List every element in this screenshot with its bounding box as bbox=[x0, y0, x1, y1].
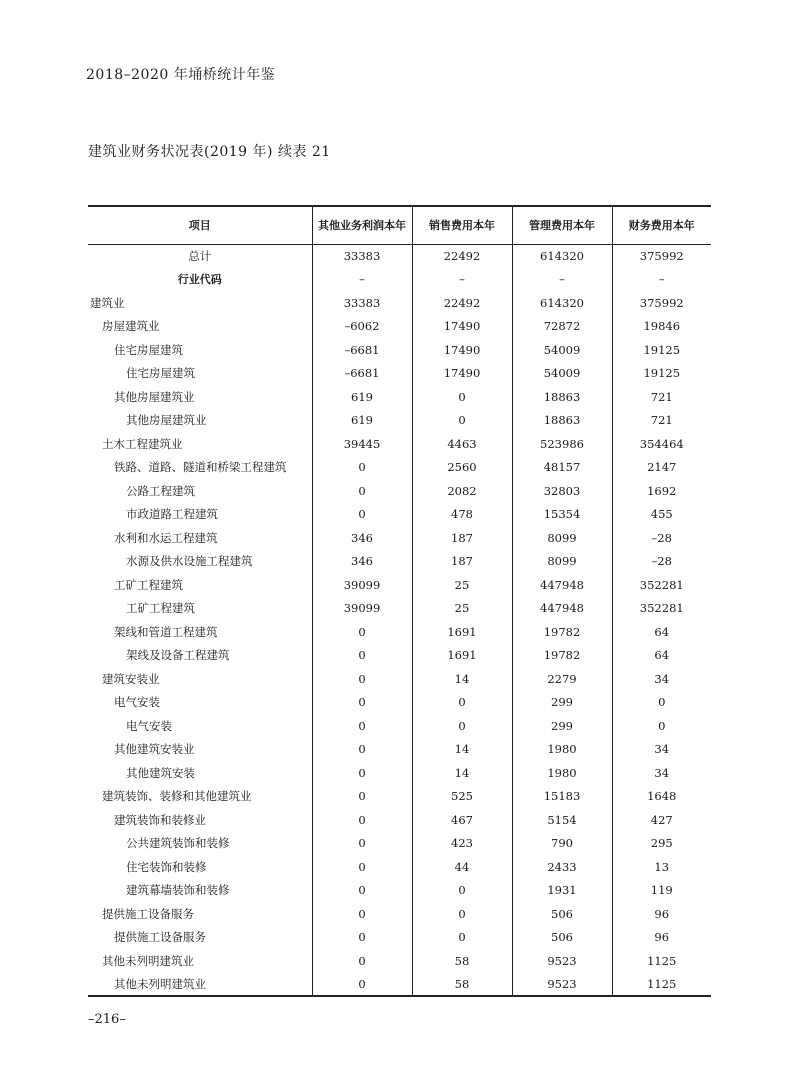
table-row bbox=[88, 338, 711, 362]
construction-finance-table bbox=[88, 205, 711, 997]
row-label: 架线及设备工程建筑 bbox=[126, 648, 230, 663]
table-cell: 22492 bbox=[412, 291, 512, 315]
page-number: –216– bbox=[88, 1012, 126, 1027]
table-cell: 0 bbox=[312, 855, 412, 879]
table-cell: 1125 bbox=[612, 973, 711, 997]
table-cell: 17490 bbox=[412, 362, 512, 386]
table-row bbox=[88, 409, 711, 433]
table-cell: 2082 bbox=[412, 479, 512, 503]
table-row bbox=[88, 902, 711, 926]
table-body bbox=[88, 244, 711, 996]
table-cell: 13 bbox=[612, 855, 711, 879]
table-cell: 0 bbox=[412, 714, 512, 738]
table-row bbox=[88, 926, 711, 950]
table-cell: 19125 bbox=[612, 362, 711, 386]
table-row bbox=[88, 832, 711, 856]
table-cell: 1125 bbox=[612, 949, 711, 973]
row-label: 公共建筑装饰和装修 bbox=[126, 836, 230, 851]
table-row bbox=[88, 667, 711, 691]
table-cell: 9523 bbox=[512, 949, 612, 973]
table-cell: 790 bbox=[512, 832, 612, 856]
row-label: 建筑安装业 bbox=[102, 671, 160, 686]
table-cell: 0 bbox=[312, 479, 412, 503]
row-label: 水源及供水设施工程建筑 bbox=[126, 554, 253, 569]
table-cell: 721 bbox=[612, 409, 711, 433]
table-cell: – bbox=[312, 268, 412, 292]
table-cell: 1691 bbox=[412, 644, 512, 668]
table-cell: 58 bbox=[412, 973, 512, 997]
table-row bbox=[88, 315, 711, 339]
table-row bbox=[88, 456, 711, 480]
table-cell: 447948 bbox=[512, 573, 612, 597]
table-cell: –6681 bbox=[312, 362, 412, 386]
table-row bbox=[88, 385, 711, 409]
table-cell: 375992 bbox=[612, 291, 711, 315]
table-cell: 15183 bbox=[512, 785, 612, 809]
table-cell: –28 bbox=[612, 526, 711, 550]
row-label: 建筑装饰、装修和其他建筑业 bbox=[102, 789, 252, 804]
table-row bbox=[88, 479, 711, 503]
table-cell: 1931 bbox=[512, 879, 612, 903]
header-row bbox=[88, 206, 711, 244]
table-cell: 54009 bbox=[512, 338, 612, 362]
table-cell: 25 bbox=[412, 597, 512, 621]
table-row bbox=[88, 244, 711, 268]
table-cell: 14 bbox=[412, 761, 512, 785]
table-cell: 44 bbox=[412, 855, 512, 879]
table-cell: 1691 bbox=[412, 620, 512, 644]
table-cell: 64 bbox=[612, 620, 711, 644]
table-cell: 18863 bbox=[512, 385, 612, 409]
row-label: 铁路、道路、隧道和桥梁工程建筑 bbox=[114, 460, 287, 475]
table-cell: 478 bbox=[412, 503, 512, 527]
table-row bbox=[88, 597, 711, 621]
table-row bbox=[88, 432, 711, 456]
table-cell: 447948 bbox=[512, 597, 612, 621]
column-header-item: 项目 bbox=[88, 206, 312, 244]
table-cell: 14 bbox=[412, 667, 512, 691]
table-cell: 2433 bbox=[512, 855, 612, 879]
table-row bbox=[88, 761, 711, 785]
table-row bbox=[88, 644, 711, 668]
table-cell: 0 bbox=[312, 667, 412, 691]
column-header-sales-expense: 销售费用本年 bbox=[412, 206, 512, 244]
table-cell: 19846 bbox=[612, 315, 711, 339]
table-cell: 721 bbox=[612, 385, 711, 409]
table-cell: 1980 bbox=[512, 761, 612, 785]
table-cell: 18863 bbox=[512, 409, 612, 433]
table-cell: –28 bbox=[612, 550, 711, 574]
table-cell: 455 bbox=[612, 503, 711, 527]
table-row bbox=[88, 808, 711, 832]
table-cell: 346 bbox=[312, 526, 412, 550]
table-cell: – bbox=[612, 268, 711, 292]
table-cell: 32803 bbox=[512, 479, 612, 503]
table-row bbox=[88, 879, 711, 903]
table-cell: 354464 bbox=[612, 432, 711, 456]
table-cell: 1648 bbox=[612, 785, 711, 809]
table-cell: 39099 bbox=[312, 597, 412, 621]
table-cell: 0 bbox=[312, 761, 412, 785]
table-cell: 0 bbox=[312, 738, 412, 762]
table-cell: 375992 bbox=[612, 244, 711, 268]
row-label: 住宅装饰和装修 bbox=[126, 859, 207, 874]
table-cell: 0 bbox=[312, 503, 412, 527]
table-cell: 346 bbox=[312, 550, 412, 574]
row-label: 其他建筑安装 bbox=[126, 765, 195, 780]
table-cell: 0 bbox=[412, 409, 512, 433]
table-cell: 614320 bbox=[512, 291, 612, 315]
row-label: 公路工程建筑 bbox=[126, 483, 195, 498]
table-cell: 5154 bbox=[512, 808, 612, 832]
row-label: 水利和水运工程建筑 bbox=[114, 530, 218, 545]
row-label: 住宅房屋建筑 bbox=[126, 366, 195, 381]
table-cell: 48157 bbox=[512, 456, 612, 480]
table-row bbox=[88, 714, 711, 738]
table-cell: 0 bbox=[312, 456, 412, 480]
table-cell: 187 bbox=[412, 550, 512, 574]
table-cell: 4463 bbox=[412, 432, 512, 456]
table-row bbox=[88, 949, 711, 973]
table-cell: 33383 bbox=[312, 244, 412, 268]
table-cell: –6062 bbox=[312, 315, 412, 339]
table-cell: 58 bbox=[412, 949, 512, 973]
row-label: 架线和管道工程建筑 bbox=[114, 624, 218, 639]
row-label: 工矿工程建筑 bbox=[126, 601, 195, 616]
table-cell: 0 bbox=[312, 808, 412, 832]
row-label: 行业代码 bbox=[177, 273, 222, 287]
row-label: 建筑业 bbox=[90, 295, 125, 310]
table-cell: 525 bbox=[412, 785, 512, 809]
table-cell: 8099 bbox=[512, 550, 612, 574]
table-cell: 0 bbox=[312, 949, 412, 973]
table-cell: 96 bbox=[612, 926, 711, 950]
table-cell: 467 bbox=[412, 808, 512, 832]
table-cell: 0 bbox=[312, 926, 412, 950]
table-cell: 1980 bbox=[512, 738, 612, 762]
row-label: 其他房屋建筑业 bbox=[126, 413, 207, 428]
table-row bbox=[88, 620, 711, 644]
table-row bbox=[88, 291, 711, 315]
table-cell: 427 bbox=[612, 808, 711, 832]
table-cell: 619 bbox=[312, 385, 412, 409]
table-cell: 614320 bbox=[512, 244, 612, 268]
table-row bbox=[88, 785, 711, 809]
row-label: 工矿工程建筑 bbox=[114, 577, 183, 592]
table-row bbox=[88, 526, 711, 550]
table-cell: 39445 bbox=[312, 432, 412, 456]
table-row bbox=[88, 973, 711, 997]
row-label: 电气安装 bbox=[114, 695, 160, 710]
table-cell: –6681 bbox=[312, 338, 412, 362]
table-cell: 9523 bbox=[512, 973, 612, 997]
table-cell: 119 bbox=[612, 879, 711, 903]
table-row bbox=[88, 738, 711, 762]
table-cell: 299 bbox=[512, 714, 612, 738]
table-cell: 0 bbox=[312, 832, 412, 856]
table-cell: 0 bbox=[312, 644, 412, 668]
statistics-table-container bbox=[88, 205, 711, 997]
table-cell: 299 bbox=[512, 691, 612, 715]
table-cell: 2560 bbox=[412, 456, 512, 480]
row-label: 总计 bbox=[188, 249, 212, 263]
running-head: 2018–2020 年埇桥统计年鉴 bbox=[86, 67, 276, 83]
table-cell: 22492 bbox=[412, 244, 512, 268]
table-row bbox=[88, 550, 711, 574]
row-label: 提供施工设备服务 bbox=[102, 906, 194, 921]
table-cell: 39099 bbox=[312, 573, 412, 597]
table-cell: 0 bbox=[312, 785, 412, 809]
table-cell: 423 bbox=[412, 832, 512, 856]
table-cell: 0 bbox=[412, 879, 512, 903]
row-label: 提供施工设备服务 bbox=[114, 930, 206, 945]
table-cell: 2279 bbox=[512, 667, 612, 691]
table-cell: 523986 bbox=[512, 432, 612, 456]
table-cell: 0 bbox=[312, 620, 412, 644]
row-label: 其他未列明建筑业 bbox=[102, 953, 194, 968]
table-cell: 34 bbox=[612, 761, 711, 785]
table-cell: 33383 bbox=[312, 291, 412, 315]
row-label: 住宅房屋建筑 bbox=[114, 342, 183, 357]
row-label: 土木工程建筑业 bbox=[102, 436, 183, 451]
table-cell: 34 bbox=[612, 738, 711, 762]
table-cell: 0 bbox=[412, 926, 512, 950]
table-row bbox=[88, 362, 711, 386]
table-cell: 72872 bbox=[512, 315, 612, 339]
table-cell: 19125 bbox=[612, 338, 711, 362]
row-label: 其他房屋建筑业 bbox=[114, 389, 195, 404]
table-cell: 0 bbox=[312, 714, 412, 738]
table-cell: 0 bbox=[612, 691, 711, 715]
table-row bbox=[88, 855, 711, 879]
table-cell: 187 bbox=[412, 526, 512, 550]
table-cell: 0 bbox=[412, 385, 512, 409]
table-row bbox=[88, 268, 711, 292]
row-label: 其他建筑安装业 bbox=[114, 742, 195, 757]
column-header-other-profit: 其他业务利润本年 bbox=[312, 206, 412, 244]
table-cell: – bbox=[412, 268, 512, 292]
table-cell: 14 bbox=[412, 738, 512, 762]
table-row bbox=[88, 573, 711, 597]
row-label: 市政道路工程建筑 bbox=[126, 507, 218, 522]
table-cell: 619 bbox=[312, 409, 412, 433]
row-label: 房屋建筑业 bbox=[102, 319, 160, 334]
table-cell: 96 bbox=[612, 902, 711, 926]
table-cell: 64 bbox=[612, 644, 711, 668]
table-cell: 295 bbox=[612, 832, 711, 856]
table-cell: 2147 bbox=[612, 456, 711, 480]
table-cell: 25 bbox=[412, 573, 512, 597]
table-cell: 19782 bbox=[512, 620, 612, 644]
table-cell: 34 bbox=[612, 667, 711, 691]
table-cell: 0 bbox=[612, 714, 711, 738]
table-cell: 506 bbox=[512, 926, 612, 950]
table-cell: 0 bbox=[312, 879, 412, 903]
table-cell: 17490 bbox=[412, 338, 512, 362]
table-cell: 0 bbox=[312, 691, 412, 715]
table-cell: 17490 bbox=[412, 315, 512, 339]
table-cell: 0 bbox=[412, 902, 512, 926]
column-header-finance-expense: 财务费用本年 bbox=[612, 206, 711, 244]
table-row bbox=[88, 691, 711, 715]
table-cell: 0 bbox=[312, 973, 412, 997]
table-cell: 19782 bbox=[512, 644, 612, 668]
table-cell: 0 bbox=[412, 691, 512, 715]
table-cell: 352281 bbox=[612, 597, 711, 621]
table-cell: 0 bbox=[312, 902, 412, 926]
table-row bbox=[88, 503, 711, 527]
table-cell: 8099 bbox=[512, 526, 612, 550]
table-title: 建筑业财务状况表(2019 年) 续表 21 bbox=[88, 144, 331, 160]
table-cell: 506 bbox=[512, 902, 612, 926]
table-cell: 352281 bbox=[612, 573, 711, 597]
row-label: 建筑幕墙装饰和装修 bbox=[126, 883, 230, 898]
table-cell: 15354 bbox=[512, 503, 612, 527]
column-header-admin-expense: 管理费用本年 bbox=[512, 206, 612, 244]
row-label: 建筑装饰和装修业 bbox=[114, 812, 206, 827]
row-label: 电气安装 bbox=[126, 718, 172, 733]
table-cell: 1692 bbox=[612, 479, 711, 503]
table-cell: – bbox=[512, 268, 612, 292]
row-label: 其他未列明建筑业 bbox=[88, 973, 312, 997]
table-cell: 54009 bbox=[512, 362, 612, 386]
